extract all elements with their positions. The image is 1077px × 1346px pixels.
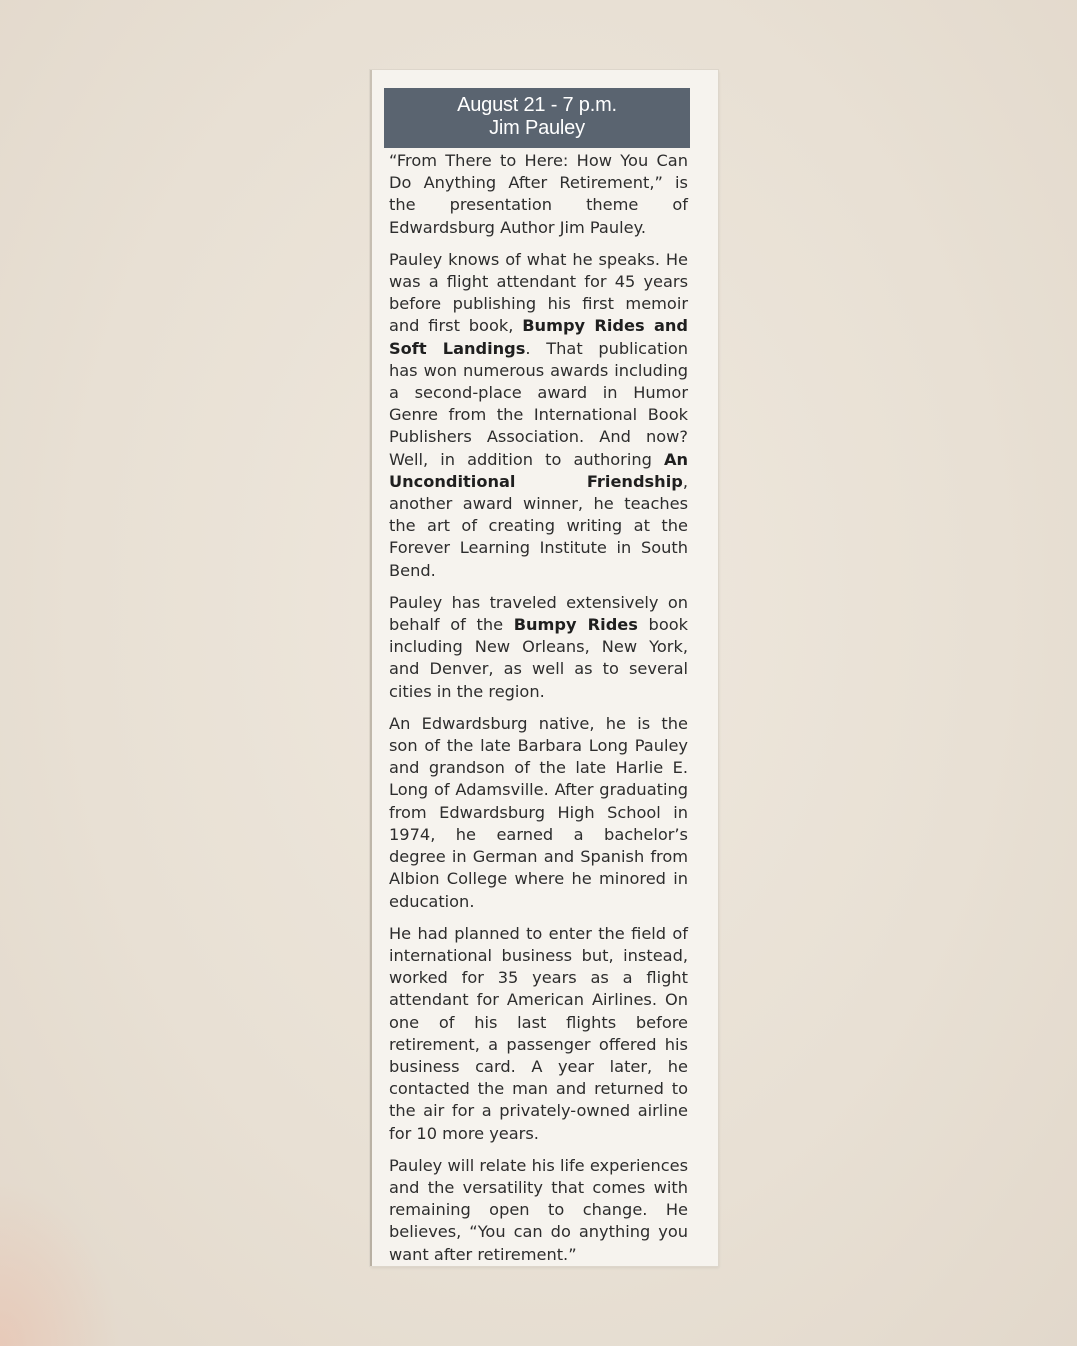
event-date-time: August 21 - 7 p.m.	[457, 94, 617, 116]
clipping-cut-edge	[370, 70, 372, 1266]
paragraph-text: Pauley has traveled extensively on behalf of the	[389, 592, 688, 635]
light-reflection	[0, 1180, 120, 1346]
paragraph-text: book including New Orleans, New York, and Denver, as well as to several cities in the region.	[389, 615, 688, 701]
book-title-unconditional-friendship: An Unconditional Friendship	[389, 449, 688, 491]
event-speaker: Jim Pauley	[489, 117, 585, 139]
paragraph-background: An Edwardsburg native, he is the son of the late Barbara Long Pauley and grandson of the late Harlie E. Long of Adamsville. After graduating from Edwardsburg High School in 1974, he earned a bachelor’s degree in German and Spanish from Albion College where he minored in education.	[389, 713, 688, 911]
paragraph-theme: “From There to Here: How You Can Do Anything After Retirement,” is the presentation theme of Edwardsburg Author Jim Pauley.	[389, 151, 688, 237]
paragraph-text: , another award winner, he teaches the art of creating writing at the Forever Learning Institute in South Bend.	[389, 471, 688, 580]
paragraph-text: . That publication has won numerous awards including a second-place award in Humor Genre from the International Book Publishers Association. And now? Well, in addition to authoring	[389, 338, 689, 469]
paragraph-closing: Pauley will relate his life experiences and the versatility that comes with remaining open to change. He believes, “You can do anything you want after retirement.”	[389, 1155, 688, 1264]
book-title-short: Bumpy Rides	[513, 615, 638, 635]
newspaper-clipping	[370, 70, 718, 1266]
paragraph-career	[389, 249, 688, 582]
article-body	[389, 150, 688, 1276]
book-title-bumpy-rides: Bumpy Rides and Soft Landings	[389, 316, 688, 358]
paragraph-travel	[389, 592, 688, 703]
event-header	[384, 88, 690, 148]
paragraph-airline-career: He had planned to enter the field of international business but, instead, worked for 35 years as a flight attendant for American Airlines. On one of his last flights before retirement, a passenger offered his business card. A year later, he contacted the man and returned to the air for a privately-owned airline for 10 more years.	[389, 923, 688, 1143]
paragraph-text: Pauley knows of what he speaks. He was a flight attendant for 45 years before publishing his first memoir and first book,	[389, 249, 688, 336]
